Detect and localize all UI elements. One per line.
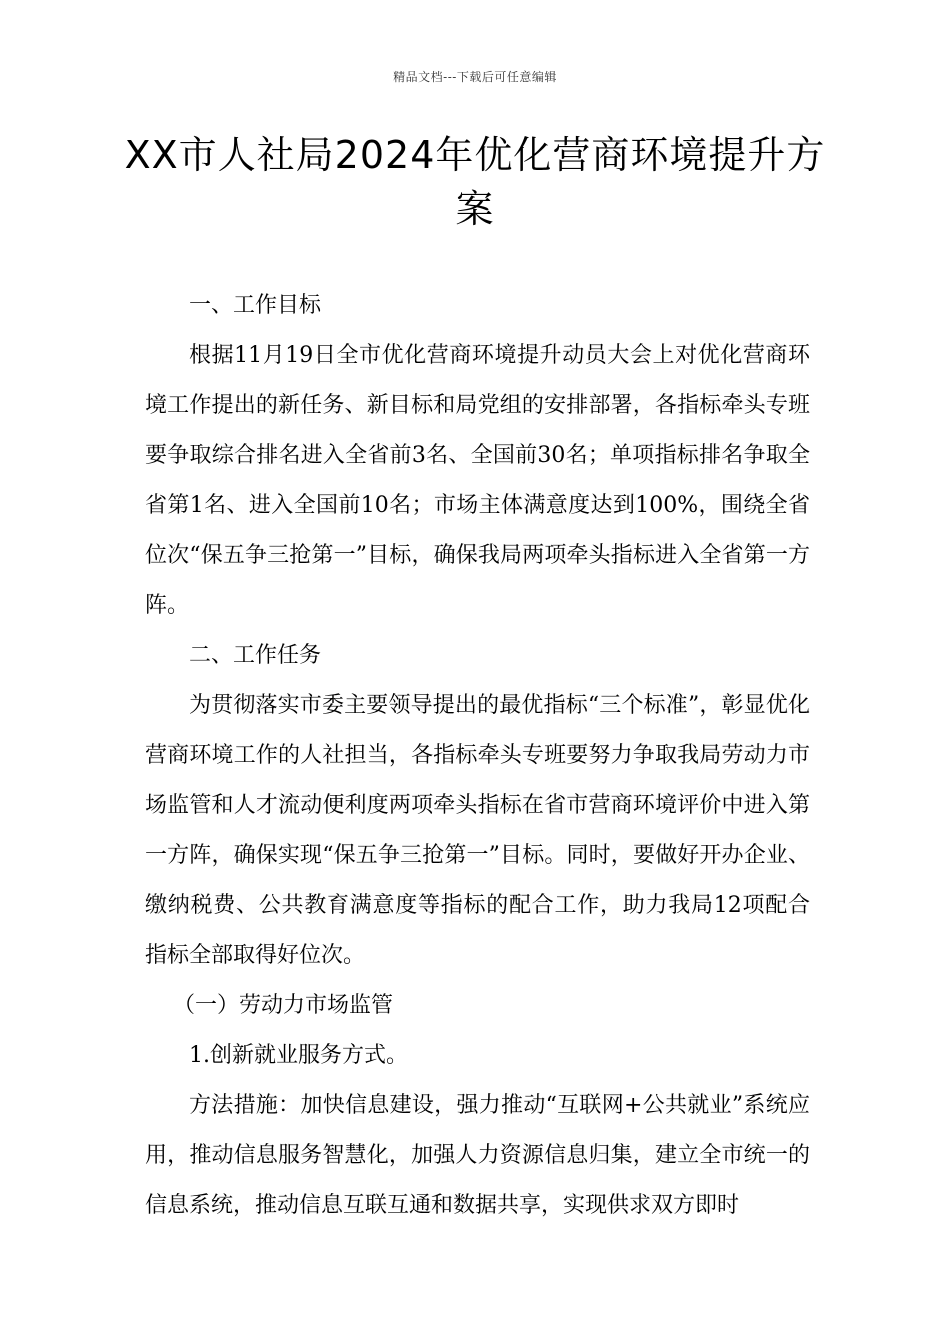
- section-heading-tasks: 二、工作任务: [189, 643, 322, 668]
- paragraph-tasks: 为贯彻落实市委主要领导提出的最优指标“三个标准”，彰显优化营商环境工作的人社担当，各指标牵头专班要努力争取我局劳动力市场监管和人才流动便利度两项牵头指标在省市营商环境评价中进入第一方阵，确保实现“保五争三抢第一”目标。同时，要做好开办企业、缴纳税费、公共教育满意度等指标的配合工作，助力我局12项配合指标全部取得好位次。: [145, 693, 810, 968]
- page-header-note: 精品文档---下载后可任意编辑: [393, 70, 557, 84]
- paragraph-goals: 根据11月19日全市优化营商环境提升动员大会上对优化营商环境工作提出的新任务、新目标和局党组的安排部署，各指标牵头专班要争取综合排名进入全省前3名、全国前30名；单项指标排名争取全省第1名、进入全国前10名；市场主体满意度达到100%，围绕全省位次“保五争三抢第一”目标，确保我局两项牵头指标进入全省第一方阵。: [145, 343, 810, 618]
- document-body: [145, 281, 810, 1231]
- section-heading-goals: 一、工作目标: [189, 293, 322, 318]
- subheading-labor-market: （一）劳动力市场监管: [173, 993, 394, 1018]
- paragraph-methods: 方法措施：加快信息建设，强力推动“互联网+公共就业”系统应用，推动信息服务智慧化，加强人力资源信息归集，建立全市统一的信息系统，推动信息互联互通和数据共享，实现供求双方即时: [145, 1093, 810, 1218]
- item-title-employment-service: 1.创新就业服务方式。: [189, 1043, 408, 1068]
- document-title: XX市人社局2024年优化营商环境提升方案: [124, 133, 826, 231]
